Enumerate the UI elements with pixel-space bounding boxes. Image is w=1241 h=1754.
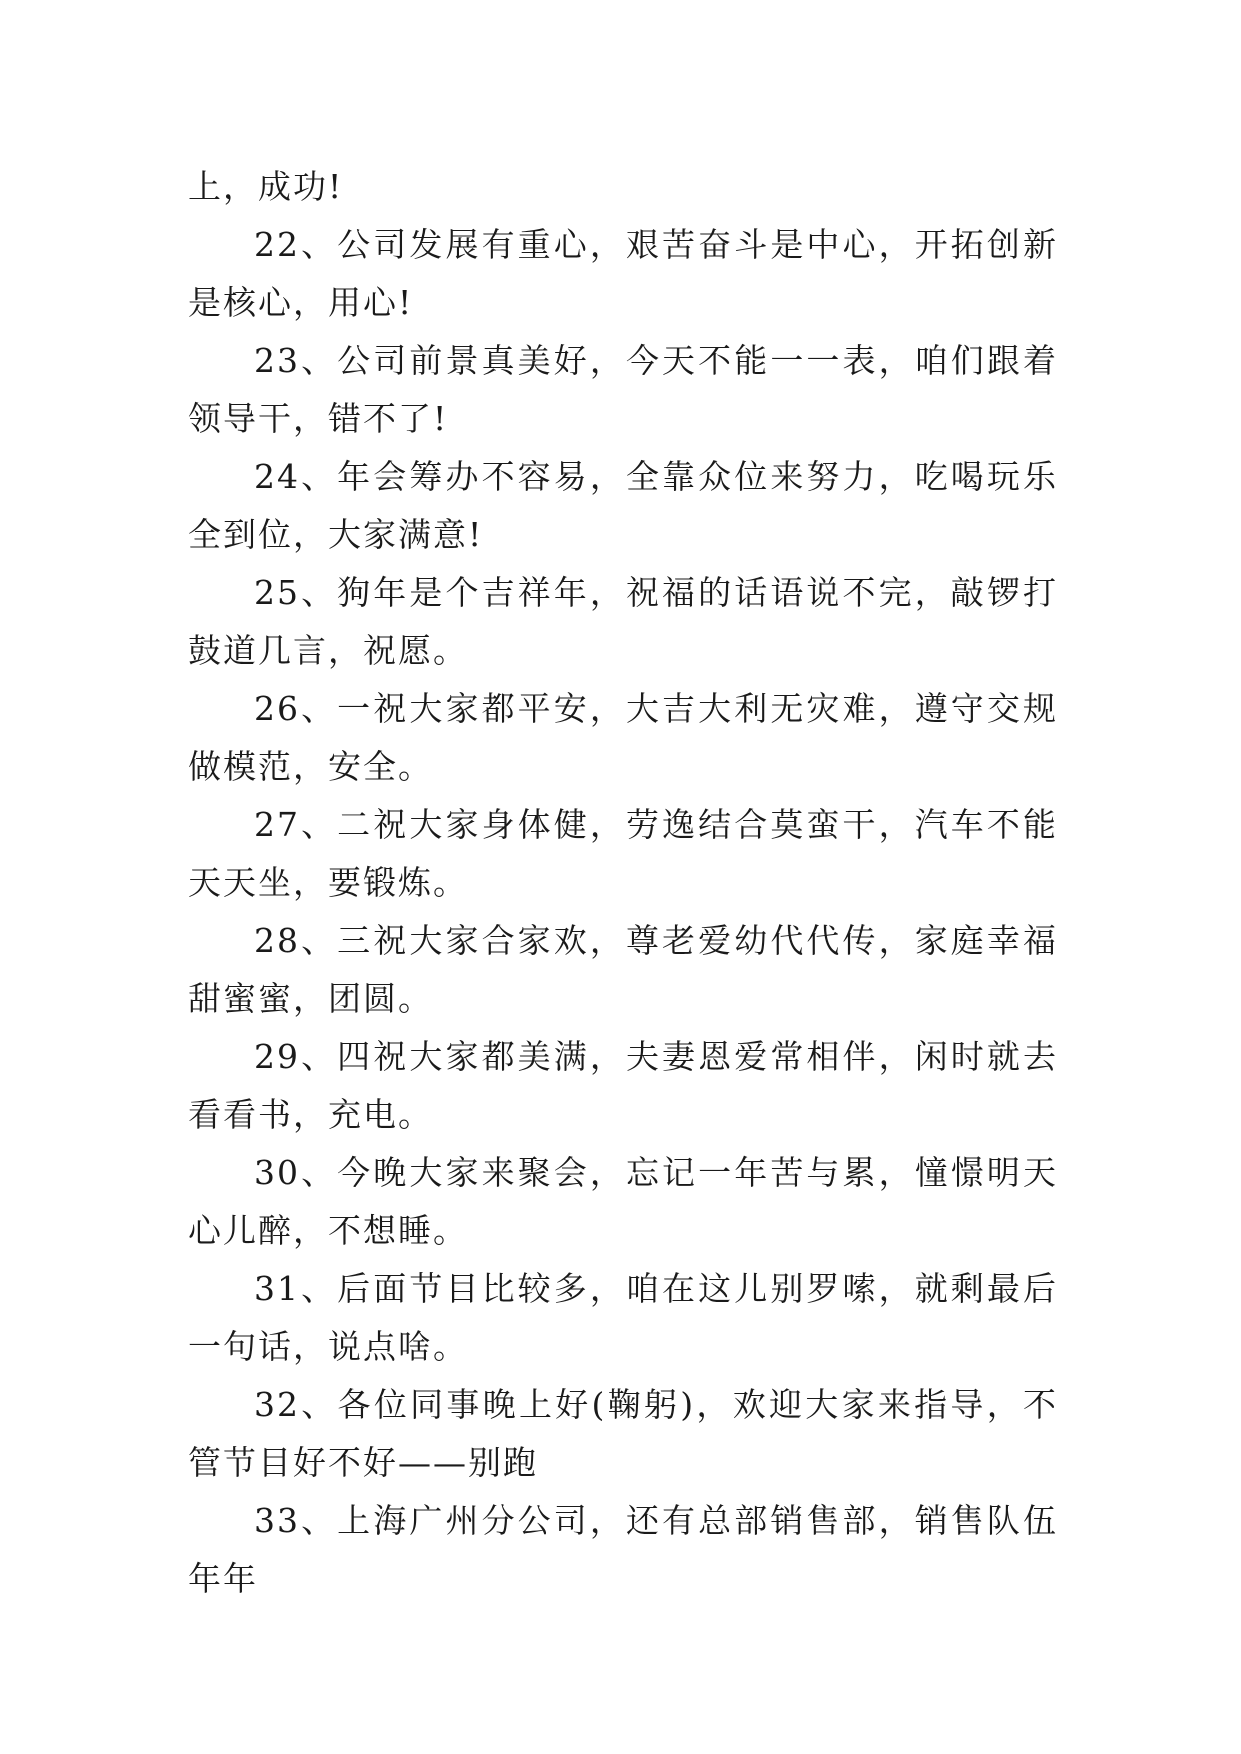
paragraph-32: 32、各位同事晚上好(鞠躬)，欢迎大家来指导，不管节目好不好——别跑 <box>188 1385 1058 1482</box>
paragraph-28: 28、三祝大家合家欢，尊老爱幼代代传，家庭幸福甜蜜蜜，团圆。 <box>188 921 1058 1018</box>
paragraph-33: 33、上海广州分公司，还有总部销售部，销售队伍年年 <box>188 1501 1058 1598</box>
paragraph-29: 29、四祝大家都美满，夫妻恩爱常相伴，闲时就去看看书，充电。 <box>188 1037 1058 1134</box>
paragraph-30: 30、今晚大家来聚会，忘记一年苦与累，憧憬明天心儿醉，不想睡。 <box>188 1153 1058 1250</box>
document-body <box>188 158 1058 1608</box>
paragraph-22: 22、公司发展有重心，艰苦奋斗是中心，开拓创新是核心，用心! <box>188 225 1058 322</box>
paragraph-26: 26、一祝大家都平安，大吉大利无灾难，遵守交规做模范，安全。 <box>188 689 1058 786</box>
paragraph-24: 24、年会筹办不容易，全靠众位来努力，吃喝玩乐全到位，大家满意! <box>188 457 1058 554</box>
paragraph-25: 25、狗年是个吉祥年，祝福的话语说不完，敲锣打鼓道几言，祝愿。 <box>188 573 1058 670</box>
paragraph-continuation: 上，成功! <box>188 167 344 206</box>
paragraph-23: 23、公司前景真美好，今天不能一一表，咱们跟着领导干，错不了! <box>188 341 1058 438</box>
paragraph-31: 31、后面节目比较多，咱在这儿别罗嗦，就剩最后一句话，说点啥。 <box>188 1269 1058 1366</box>
paragraph-27: 27、二祝大家身体健，劳逸结合莫蛮干，汽车不能天天坐，要锻炼。 <box>188 805 1058 902</box>
